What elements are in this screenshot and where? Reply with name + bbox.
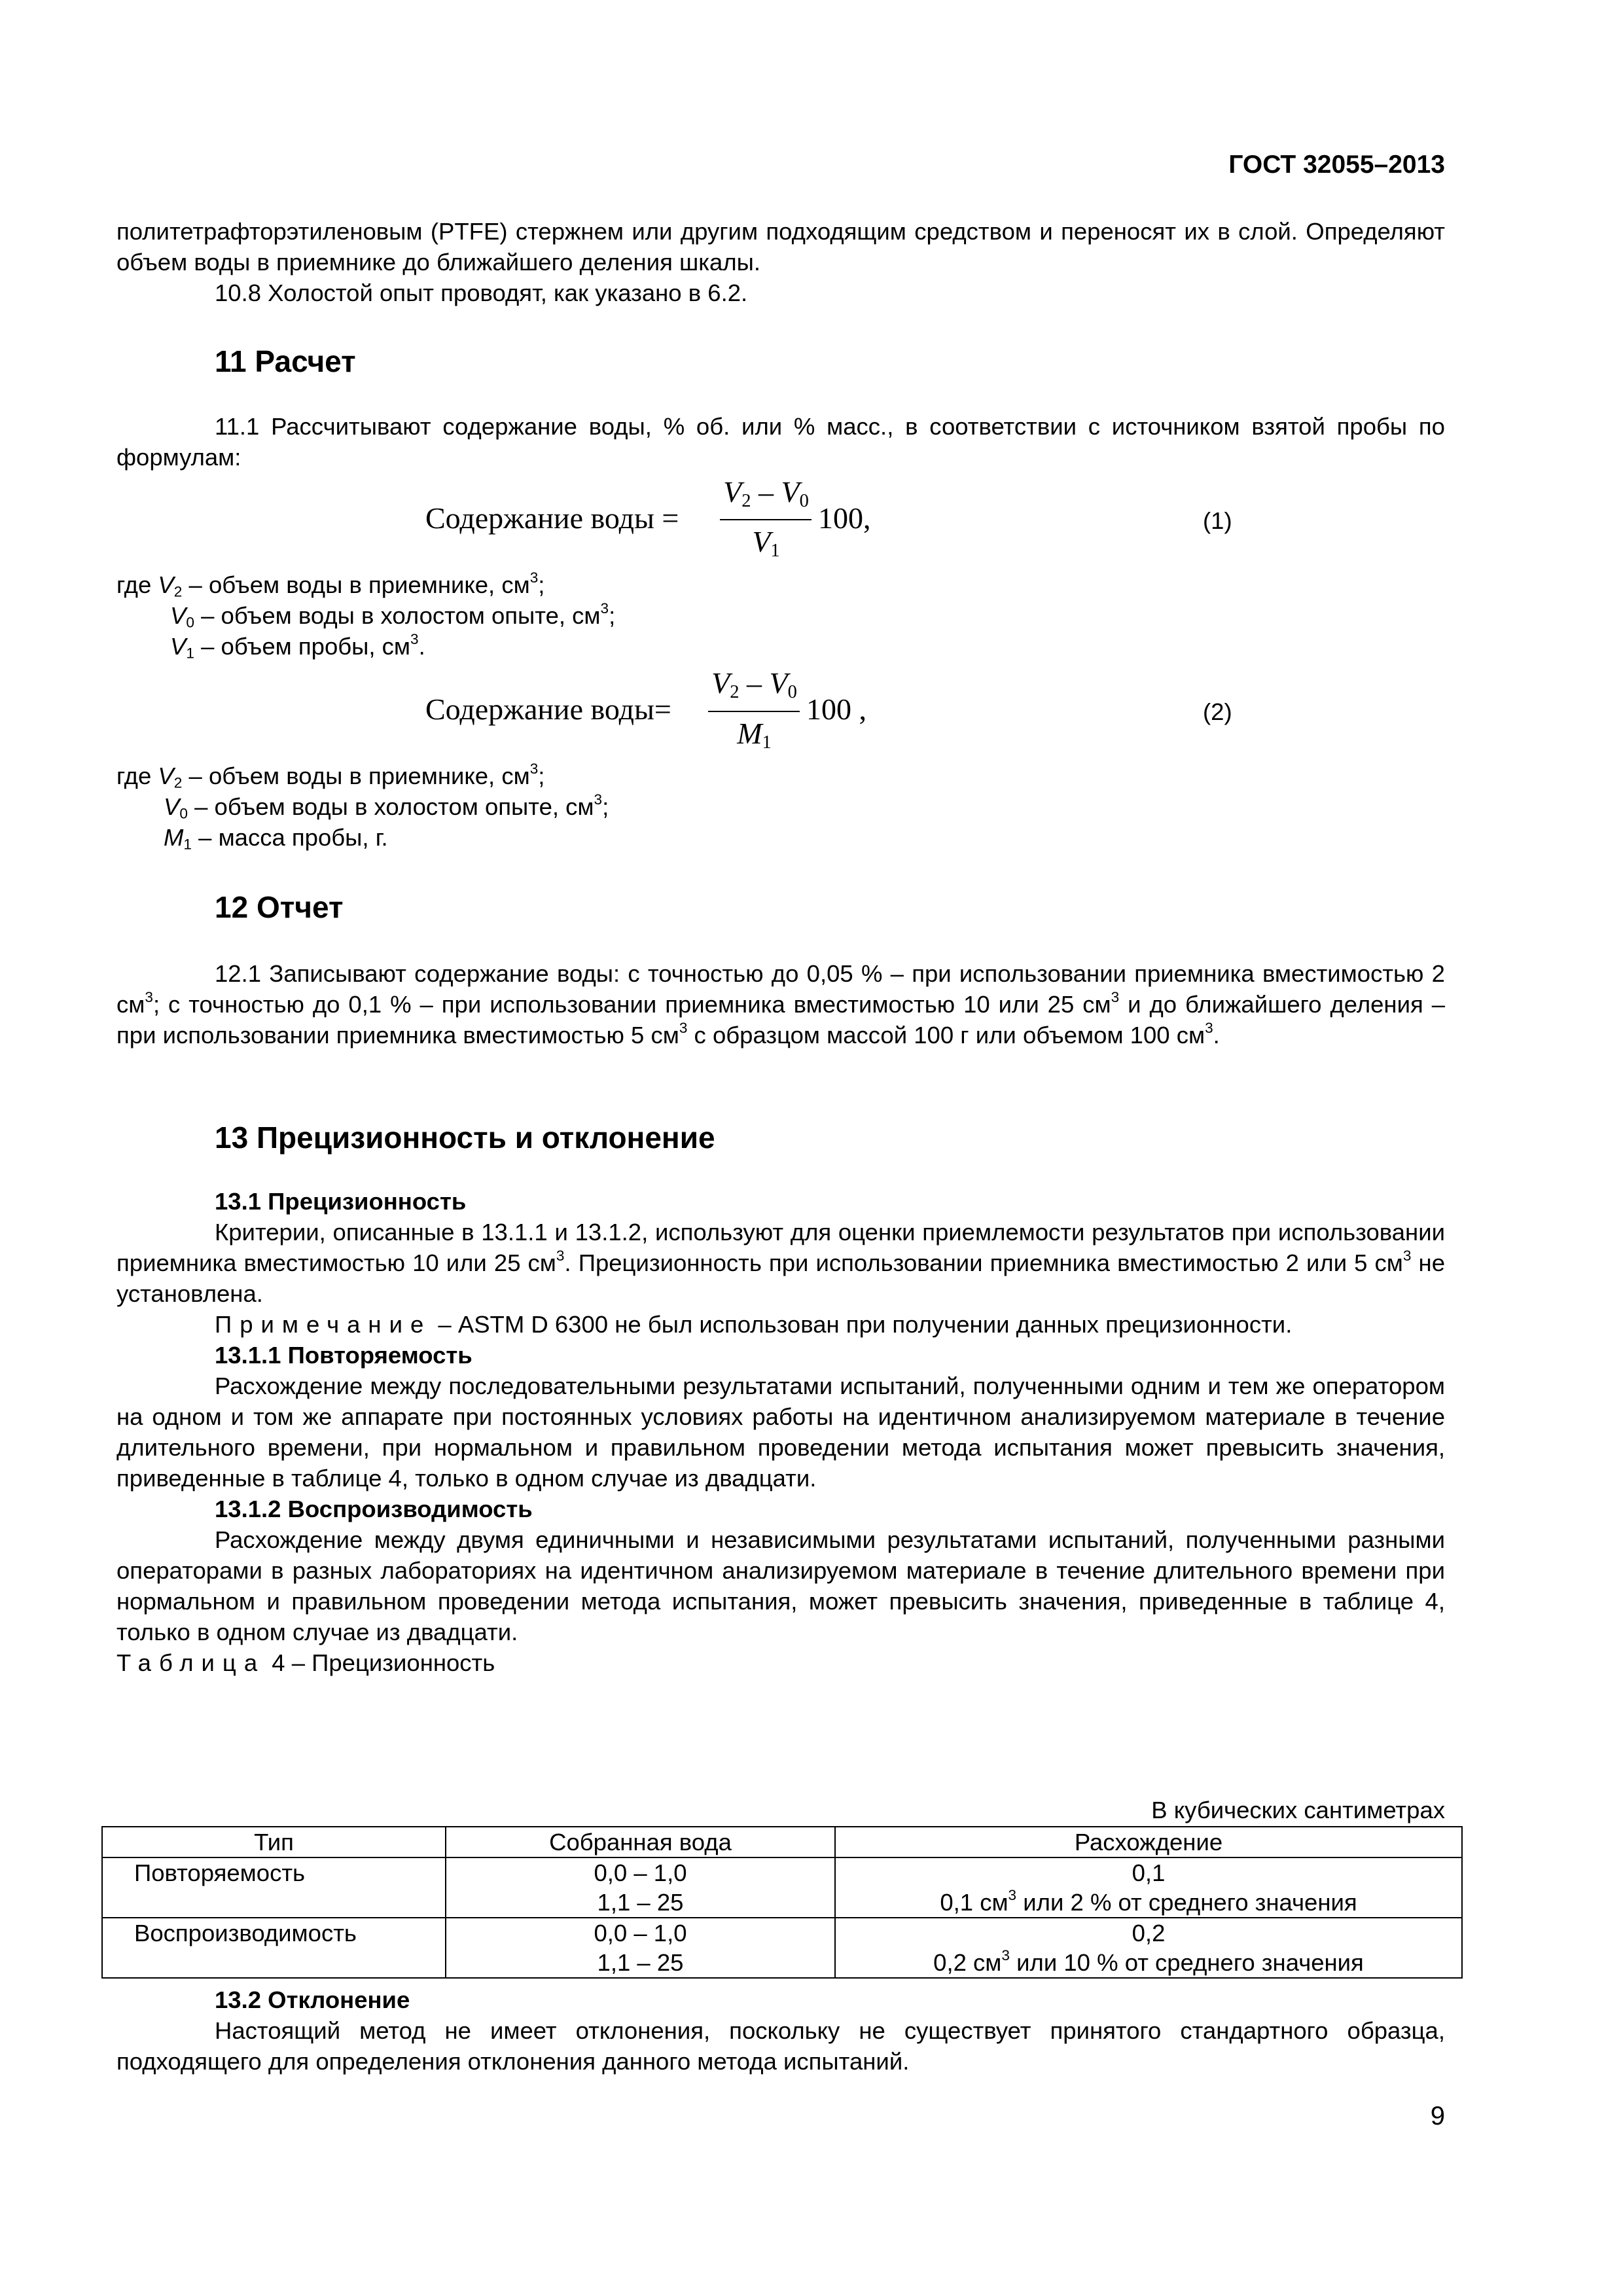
section-13-body [116, 1186, 1445, 1678]
table-header-row [102, 1827, 1462, 1857]
formula-2-lhs: Содержание воды= [425, 692, 671, 726]
formula-1-number: (1) [1203, 507, 1232, 534]
precision-table [101, 1826, 1463, 1979]
where-list-1 [116, 569, 1445, 662]
formula-2-denominator: $M_1$ [737, 717, 772, 753]
formula-2-numerator: $V_2 - V_0$ [711, 666, 797, 703]
table-header-cell: Тип [102, 1827, 446, 1857]
table-cell-difference: 0,1 0,1 $см^3$ или 2 % от среднего значения [835, 1857, 1462, 1918]
paragraph-10-8: 10.8 Холостой опыт проводят, как указано в 6.2. [215, 279, 748, 306]
subsection-13-2-title: 13.2 Отклонение [215, 1986, 410, 2013]
table-row [102, 1918, 1462, 1978]
paragraph-13-2: Настоящий метод не имеет отклонения, поскольку не существует принятого стандартного образца, подходящего для определения отклонения данного метода испытаний. [116, 2017, 1445, 2075]
formula-1-numerator: $V_2 - V_0$ [723, 475, 809, 512]
formula-1-factor: 100, [818, 501, 871, 535]
section-12-title: 12 Отчет [215, 890, 344, 924]
where-item: где $V_2$ – объем воды в приемнике, $см^3$; [116, 569, 545, 600]
paragraph-13-1-1: Расхождение между последовательными результатами испытаний, полученными одним и тем же оператором на одном и том же аппарате при постоянных условиях работы на идентичном анализируемом материале в течение длительного времени, при нормальном и правильном проведении метода испытания может превысить значения, приведенные в таблице 4, только в одном случае из двадцати. [116, 1372, 1445, 1492]
subsection-13-1-1-title: 13.1.1 Повторяемость [215, 1342, 473, 1369]
page-number: 9 [1430, 2102, 1445, 2130]
where-list-2 [116, 761, 1445, 853]
where-item: $V_0$ – объем воды в холостом опыте, $см^3$; [170, 600, 616, 631]
note-13-1: Примечание – ASTM D 6300 не был использован при получении данных прецизионности. [215, 1311, 1293, 1338]
section-13-2 [116, 1984, 1445, 2077]
paragraph-11-1: 11.1 Рассчитывают содержание воды, % об. или % масс., в соответствии с источником взятой пробы по формулам: [116, 413, 1445, 471]
paragraph-12-1: 12.1 Записывают содержание воды: с точностью до 0,05 % – при использовании приемника вместимостью 2 $см^3$; с точностью до 0,1 % – при использовании приемника вместимостью 10 или 25 $см^3$ и до ближайшего деления – при использовании приемника вместимостью 5 $см^3$ с образцом массой 100 г или объемом 100 $см^3$. [116, 960, 1445, 1049]
formula-2-factor: 100 , [806, 692, 866, 726]
paragraph-13-1: Критерии, описанные в 13.1.1 и 13.1.2, используют для оценки приемлемости результатов при использовании приемника вместимостью 10 или 25 $см^3$. Прецизионность при использовании приемника вместимостью 2 или 5 $см^3$ не установлена. [116, 1219, 1445, 1307]
section-11-title: 11 Расчет [215, 344, 356, 378]
formula-2-fraction-bar [708, 711, 800, 712]
table-cell-difference: 0,2 0,2 $см^3$ или 10 % от среднего значения [835, 1918, 1462, 1978]
section-13-title: 13 Прецизионность и отклонение [215, 1121, 715, 1155]
formula-1-lhs: Содержание воды = [425, 501, 679, 535]
table-caption: Таблица 4 – Прецизионность [116, 1649, 495, 1676]
table-row [102, 1857, 1462, 1918]
table-cell-type: Повторяемость [102, 1857, 446, 1918]
formula-1-fraction-bar [720, 519, 812, 520]
paragraph-13-1-2: Расхождение между двумя единичными и независимыми результатами испытаний, полученными разными операторами в разных лабораториях на идентичном анализируемом материале в течение длительного времени при нормальном и правильном проведении метода испытания, может превысить значения, приведенные в таблице 4, только в одном случае из двадцати. [116, 1526, 1445, 1645]
where-item: $V_1$ – объем пробы, $см^3$. [170, 631, 425, 662]
table-cell-water: 0,0 – 1,0 1,1 – 25 [446, 1857, 835, 1918]
where-item: $V_0$ – объем воды в холостом опыте, $см^3$; [164, 791, 609, 822]
table-cell-type: Воспроизводимость [102, 1918, 446, 1978]
standard-code: ГОСТ 32055–2013 [1228, 151, 1445, 179]
formula-1-denominator: $V_1$ [752, 525, 780, 562]
table-units: В кубических сантиметрах [1151, 1797, 1445, 1823]
where-item: $M_1$ – масса пробы, г. [164, 824, 388, 853]
subsection-13-1-title: 13.1 Прецизионность [215, 1188, 467, 1215]
where-item: где $V_2$ – объем воды в приемнике, $см^3$; [116, 761, 545, 791]
formula-2-number: (2) [1203, 698, 1232, 725]
table-header-cell: Расхождение [835, 1827, 1462, 1857]
paragraph-continuation: политетрафторэтиленовым (PTFE) стержнем или другим подходящим средством и переносят их в слой. Определяют объем воды в приемнике до ближайшего деления шкалы. [116, 218, 1445, 276]
table-cell-water: 0,0 – 1,0 1,1 – 25 [446, 1918, 835, 1978]
subsection-13-1-2-title: 13.1.2 Воспроизводимость [215, 1496, 533, 1522]
table-header-cell: Собранная вода [446, 1827, 835, 1857]
